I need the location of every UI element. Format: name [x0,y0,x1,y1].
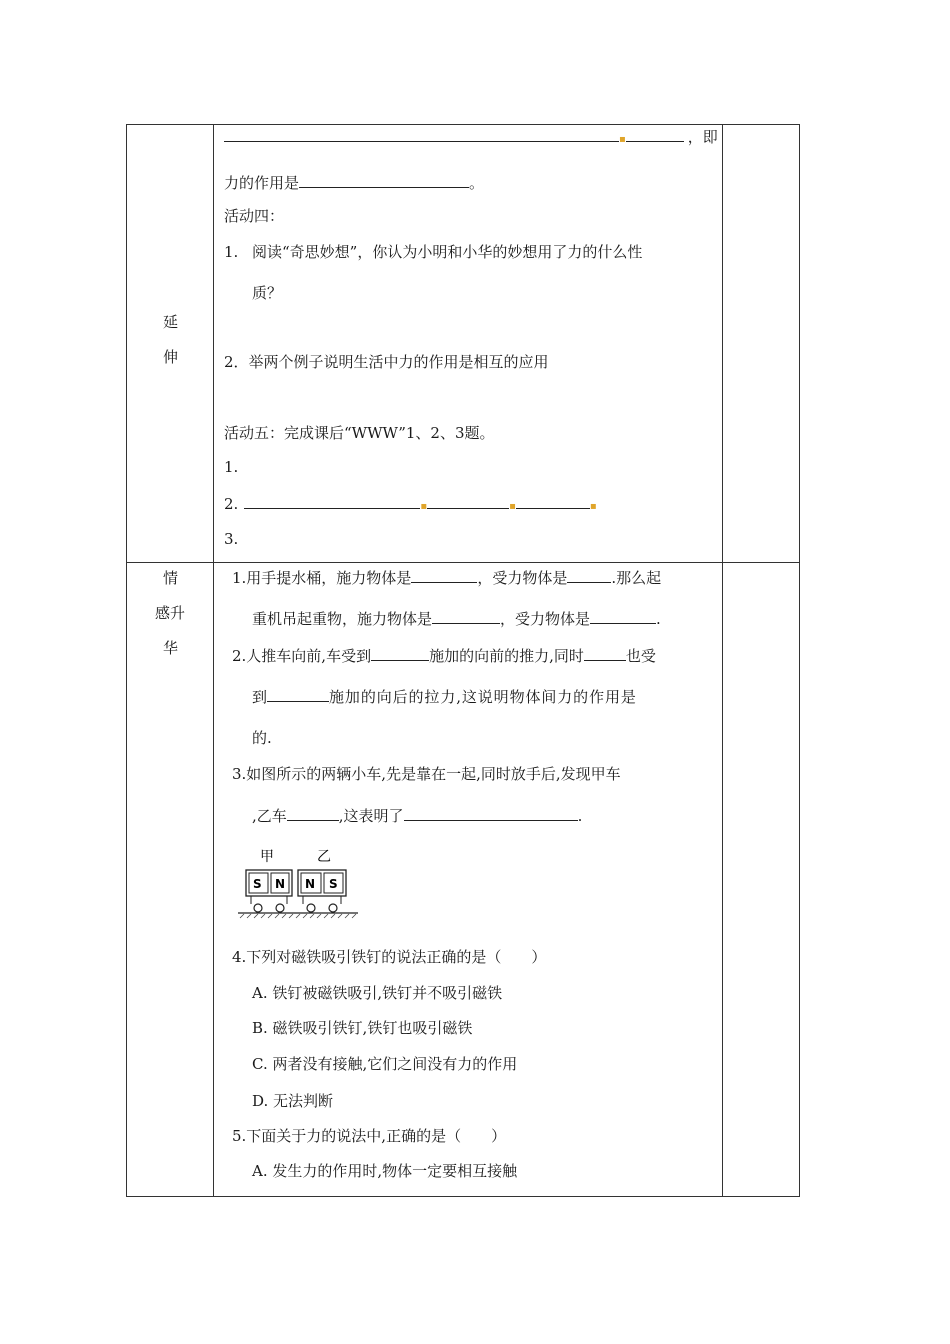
row-divider [126,562,800,563]
answer-blank[interactable] [267,686,329,702]
question-2-text: 2．举两个例子说明生活中力的作用是相互的应用 [224,353,549,371]
activity4-heading: 活动四： [224,207,285,225]
answer-blank[interactable] [404,805,578,821]
answer-blank[interactable] [244,493,420,509]
pole-label: N [275,877,286,891]
pole-label: S [329,877,338,891]
problem-2-line-2: 到 施加的向后的拉力,这说明物体间力的作用是 [252,688,637,706]
question-4-option-d[interactable]: D. 无法判断 [252,1092,334,1110]
pole-label: S [253,877,262,891]
answer-blank[interactable] [626,126,684,142]
question-1-text: 阅读“奇思妙想”，你认为小明和小华的妙想用了力的什么性 [252,243,643,261]
question-1-number: 1. [224,243,239,261]
problem-1-line-1: 1.用手提水桶，施力物体是 ，受力物体是 .那么起 [232,569,662,587]
answer-blank[interactable] [516,493,590,509]
answer-blank[interactable] [299,172,469,188]
ground-hatching [240,914,356,918]
section2-label-1: 情 [163,569,179,587]
problem-1-line-2: 重机吊起重物，施力物体是 ，受力物体是 . [252,610,661,628]
problem-3-line-2: ,乙车 ,这表明了 . [252,807,583,825]
problem-2-line-1: 2.人推车向前,车受到 施加的向前的推力,同时 也受 [232,647,656,665]
answer-blank[interactable] [567,567,611,583]
problem-2-line-3: 的. [252,729,272,747]
mark-dot: ▪ [509,501,516,512]
answer-blank[interactable] [590,608,656,624]
question-5-text: 5.下面关于力的说法中,正确的是（ ） [232,1127,507,1145]
question-4-option-c[interactable]: C. 两者没有接触,它们之间没有力的作用 [252,1055,518,1073]
question-1-continued: 质？ [252,284,283,302]
activity5-heading: 活动五：完成课后“WWW”1、2、3题。 [224,424,495,442]
mark-dot: ▪ [420,501,428,512]
question-4-option-a[interactable]: A. 铁钉被磁铁吸引,铁钉并不吸引磁铁 [252,984,503,1002]
question-4-text: 4.下列对磁铁吸引铁钉的说法正确的是（ ） [232,948,547,966]
answer-blank[interactable] [224,126,619,142]
mark-dot: ▪ [619,134,626,145]
answer-blank[interactable] [432,608,500,624]
column-divider-right [722,124,723,1197]
answer-blank[interactable] [584,645,626,661]
answer-blank[interactable] [371,645,429,661]
problem-3-line-1: 3.如图所示的两辆小车,先是靠在一起,同时放手后,发现甲车 [232,765,621,783]
fill-line-1: ▪ ，即 [224,126,718,150]
question-4-option-b[interactable]: B. 磁铁吸引铁钉,铁钉也吸引磁铁 [252,1019,473,1037]
section1-label-1: 延 [163,313,179,331]
car-jia [246,870,292,912]
answer-3-label: 3. [224,530,239,548]
answer-1-label: 1. [224,458,239,476]
pole-label: N [305,877,316,891]
answer-blank[interactable] [411,567,477,583]
fill-line-2: 力的作用是 。 [224,174,485,192]
answer-blank[interactable] [287,805,339,821]
column-divider-left [213,124,214,1197]
section1-label-2: 伸 [163,348,179,366]
answer-blank[interactable] [427,493,509,509]
section2-label-2: 感升 [155,604,186,622]
section2-label-3: 华 [163,639,179,657]
mark-dot: ▪ [589,501,597,512]
answer-2-line: 2. ▪ ▪ ▪ [224,495,597,513]
question-5-option-a[interactable]: A. 发生力的作用时,物体一定要相互接触 [252,1162,518,1180]
car-yi [298,870,346,912]
magnet-carts-figure [234,842,364,922]
car1-label: 甲 [260,849,274,865]
car2-label: 乙 [317,849,331,865]
